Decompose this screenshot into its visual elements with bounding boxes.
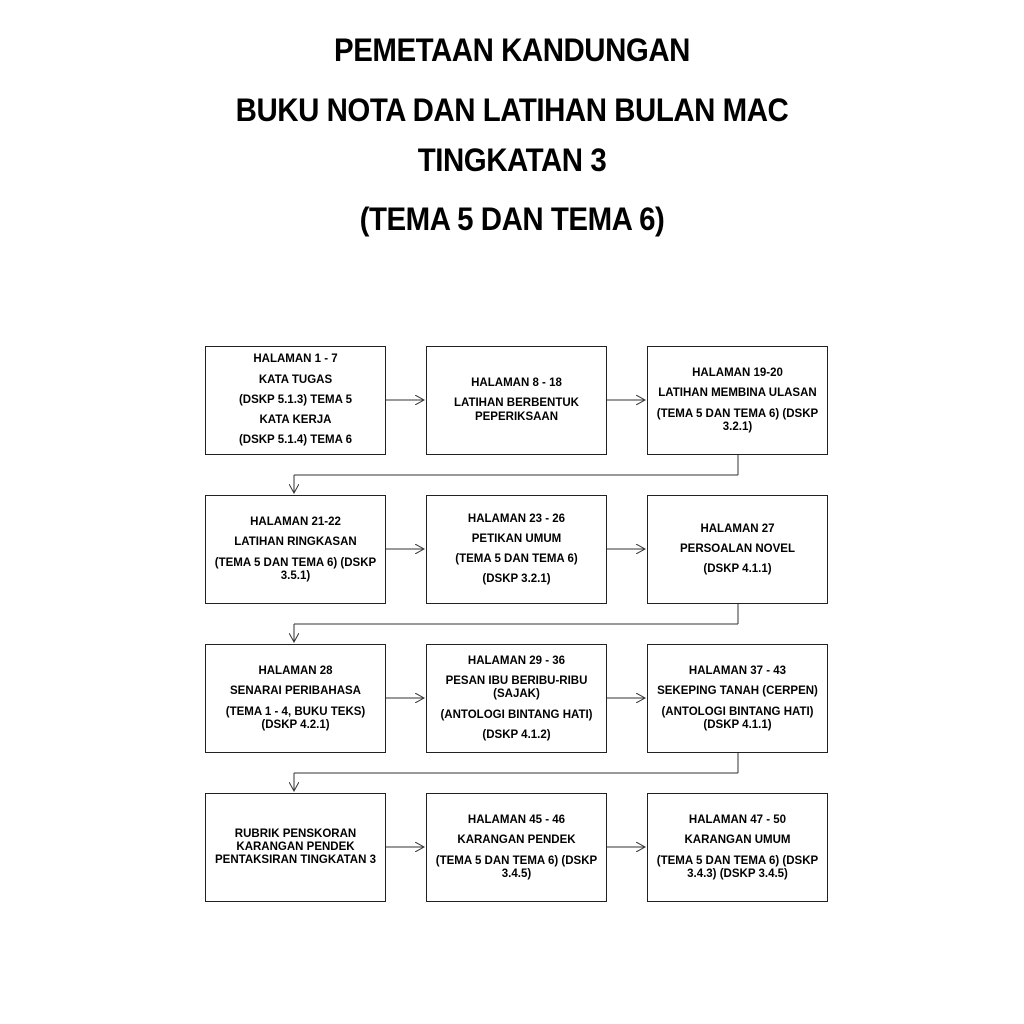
title-line-3: TINGKATAN 3	[417, 142, 607, 178]
flow-box-text: HALAMAN 27	[700, 522, 775, 535]
flow-box-3	[647, 346, 828, 455]
flow-box-5	[426, 495, 607, 604]
flow-box-text: LATIHAN MEMBINA ULASAN	[658, 387, 817, 400]
flow-box-text: (TEMA 5 DAN TEMA 6) (DSKP 3.5.1)	[214, 556, 377, 582]
flow-box-2	[426, 346, 607, 455]
flow-box-11	[426, 793, 607, 902]
flow-box-text: (ANTOLOGI BINTANG HATI) (DSKP 4.1.1)	[661, 705, 814, 731]
flow-box-8	[426, 644, 607, 753]
flow-box-text: PERSOALAN NOVEL	[679, 542, 795, 555]
flow-box-6	[647, 495, 828, 604]
flow-box-text: HALAMAN 47 - 50	[688, 814, 787, 827]
flow-box-text: (TEMA 5 DAN TEMA 6)	[455, 553, 578, 565]
flow-box-text: HALAMAN 8 - 18	[471, 377, 562, 390]
flow-box-text: LATIHAN RINGKASAN	[234, 536, 357, 549]
title-line-2: BUKU NOTA DAN LATIHAN BULAN MAC	[235, 92, 789, 128]
flow-box-4	[205, 495, 386, 604]
flow-box-text: (DSKP 5.1.4) TEMA 6	[238, 434, 353, 447]
flow-box-text: (ANTOLOGI BINTANG HATI)	[440, 708, 593, 721]
flow-box-10	[205, 793, 386, 902]
flow-box-text: (DSKP 4.1.2)	[482, 728, 551, 741]
flow-box-text: HALAMAN 37 - 43	[688, 665, 787, 678]
flow-box-text: (TEMA 5 DAN TEMA 6) (DSKP 3.2.1)	[656, 407, 819, 433]
flow-box-text: (DSKP 5.1.3) TEMA 5	[238, 393, 353, 406]
flow-box-text: SENARAI PERIBAHASA	[230, 685, 361, 698]
flow-box-text: (TEMA 5 DAN TEMA 6) (DSKP 3.4.3) (DSKP 3.4.5)	[656, 854, 819, 880]
title-line-1: PEMETAAN KANDUNGAN	[334, 32, 690, 68]
flow-box-text: HALAMAN 23 - 26	[467, 512, 566, 525]
flow-box-text: HALAMAN 29 - 36	[467, 654, 566, 667]
flow-box-text: (DSKP 3.2.1)	[482, 573, 551, 586]
flow-box-text: KATA TUGAS	[258, 373, 333, 386]
flow-box-text: SEKEPING TANAH (CERPEN)	[657, 685, 818, 698]
flow-box-text: PESAN IBU BERIBU-RIBU (SAJAK)	[445, 675, 588, 701]
flow-box-text: LATIHAN BERBENTUK PEPERIKSAAN	[453, 397, 579, 423]
flow-box-text: HALAMAN 21-22	[250, 516, 341, 529]
flow-box-text: (DSKP 4.1.1)	[703, 563, 772, 576]
flow-box-text: KATA KERJA	[259, 414, 332, 427]
title-line-4: (TEMA 5 DAN TEMA 6)	[359, 201, 665, 237]
flow-box-1	[205, 346, 386, 455]
flow-box-text: (TEMA 5 DAN TEMA 6) (DSKP 3.4.5)	[435, 854, 598, 880]
flow-box-12	[647, 793, 828, 902]
flow-box-9	[647, 644, 828, 753]
flow-box-text: KARANGAN UMUM	[684, 834, 791, 847]
flow-box-text: RUBRIK PENSKORAN KARANGAN PENDEK PENTAKSIRAN TINGKATAN 3	[215, 827, 376, 867]
flow-box-text: HALAMAN 28	[258, 665, 333, 678]
flow-box-text: (TEMA 1 - 4, BUKU TEKS) (DSKP 4.2.1)	[225, 705, 366, 731]
flow-box-text: KARANGAN PENDEK	[457, 834, 576, 847]
flow-box-text: HALAMAN 1 - 7	[253, 353, 338, 366]
flow-box-text: HALAMAN 45 - 46	[467, 814, 566, 827]
flow-box-text: PETIKAN UMUM	[471, 532, 562, 545]
flow-box-text: HALAMAN 19-20	[692, 367, 783, 380]
flow-box-7	[205, 644, 386, 753]
